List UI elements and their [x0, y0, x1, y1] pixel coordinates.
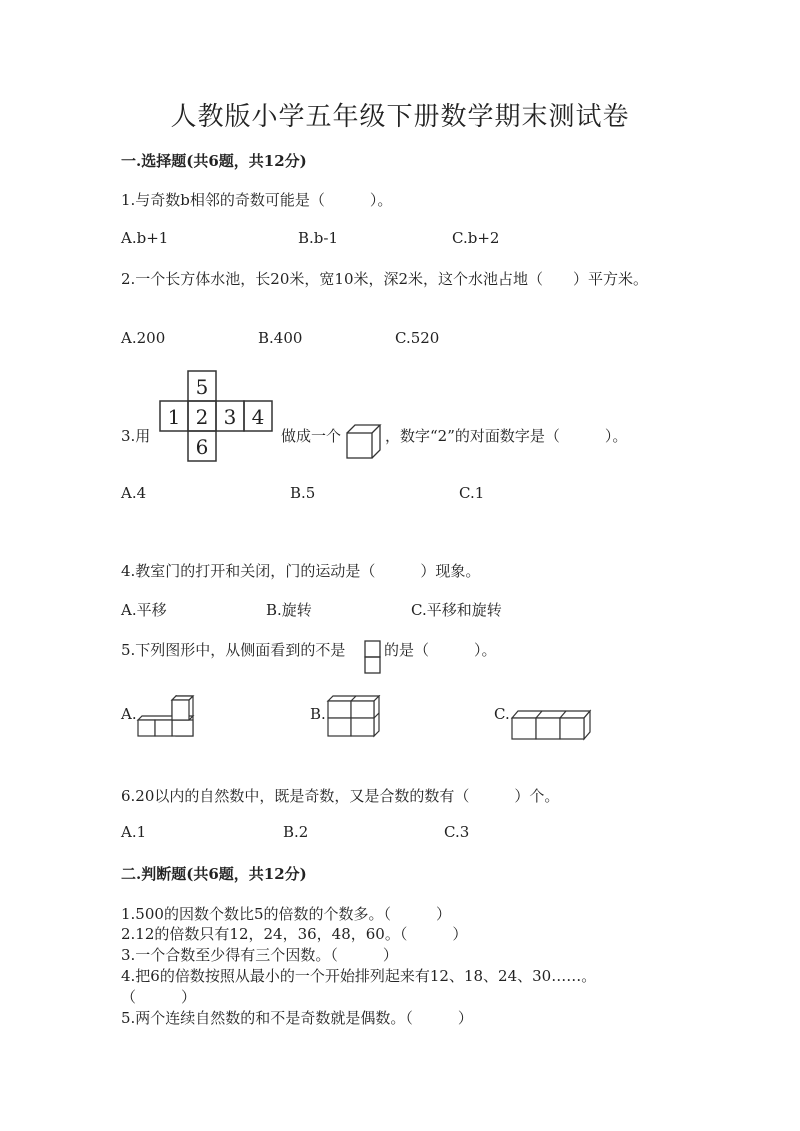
judgment-item-1: 1.500的因数个数比5的倍数的个数多。（ ） [121, 905, 451, 923]
q2-option-c: C.520 [395, 329, 440, 347]
q3-option-b: B.5 [290, 484, 316, 502]
judgment-item-5: 5.两个连续自然数的和不是奇数就是偶数。（ ） [121, 1009, 473, 1027]
stacked-squares-icon [364, 640, 382, 676]
judgment-item-2: 2.12的倍数只有12，24，36，48，60。（ ） [121, 925, 468, 943]
q4-option-a: A.平移 [121, 601, 167, 619]
net-number: 4 [251, 405, 265, 429]
page-title: 人教版小学五年级下册数学期末测试卷 [170, 102, 630, 132]
q5-option-a: A. [121, 705, 137, 723]
q6-option-b: B.2 [283, 823, 309, 841]
q5-option-c: C. [494, 705, 510, 723]
question-5-suffix: 的是（ ）。 [384, 641, 497, 659]
judgment-item-4: 4.把6的倍数按照从最小的一个开始排列起来有12、18、24、30……。 [121, 967, 597, 985]
judgment-item-4-answer: （ ） [121, 988, 197, 1006]
q2-option-a: A.200 [121, 329, 166, 347]
question-5-prefix: 5.下列图形中，从侧面看到的不是 [121, 641, 346, 659]
net-number: 5 [195, 375, 209, 399]
judgment-item-3: 3.一个合数至少得有三个因数。（ ） [121, 946, 398, 964]
net-number: 3 [223, 405, 237, 429]
net-number: 1 [167, 405, 181, 429]
q4-option-b: B.旋转 [266, 601, 312, 619]
q1-option-b: B.b-1 [298, 229, 339, 247]
section-heading-judgment: 二.判断题(共6题，共12分) [121, 865, 307, 883]
question-6-text: 6.20以内的自然数中，既是奇数，又是合数的数有（ ）个。 [121, 787, 560, 805]
question-3-prefix: 3.用 [121, 427, 151, 445]
cube-icon [346, 424, 382, 460]
q5-option-b: B. [310, 705, 326, 723]
question-3-suffix: ，数字“2”的对面数字是（ ）。 [385, 427, 628, 445]
q1-option-c: C.b+2 [452, 229, 500, 247]
question-2-text: 2.一个长方体水池，长20米，宽10米，深2米，这个水池占地（ ）平方米。 [121, 270, 649, 288]
section-heading-choice: 一.选择题(共6题，共12分) [121, 152, 307, 170]
option-b-cube-figure [326, 695, 382, 739]
q4-option-c: C.平移和旋转 [411, 601, 502, 619]
q1-option-a: A.b+1 [121, 229, 169, 247]
q6-option-c: C.3 [444, 823, 470, 841]
question-3-middle: 做成一个 [281, 427, 342, 445]
cube-net-figure [158, 370, 276, 462]
q3-option-c: C.1 [459, 484, 485, 502]
net-number: 2 [195, 405, 209, 429]
question-1-text: 1.与奇数b相邻的奇数可能是（ ）。 [121, 191, 393, 209]
net-number: 6 [195, 435, 209, 459]
option-a-cube-figure [136, 695, 196, 739]
q2-option-b: B.400 [258, 329, 303, 347]
q3-option-a: A.4 [121, 484, 147, 502]
q6-option-a: A.1 [121, 823, 147, 841]
question-4-text: 4.教室门的打开和关闭，门的运动是（ ）现象。 [121, 562, 481, 580]
option-c-cube-figure [510, 708, 594, 742]
